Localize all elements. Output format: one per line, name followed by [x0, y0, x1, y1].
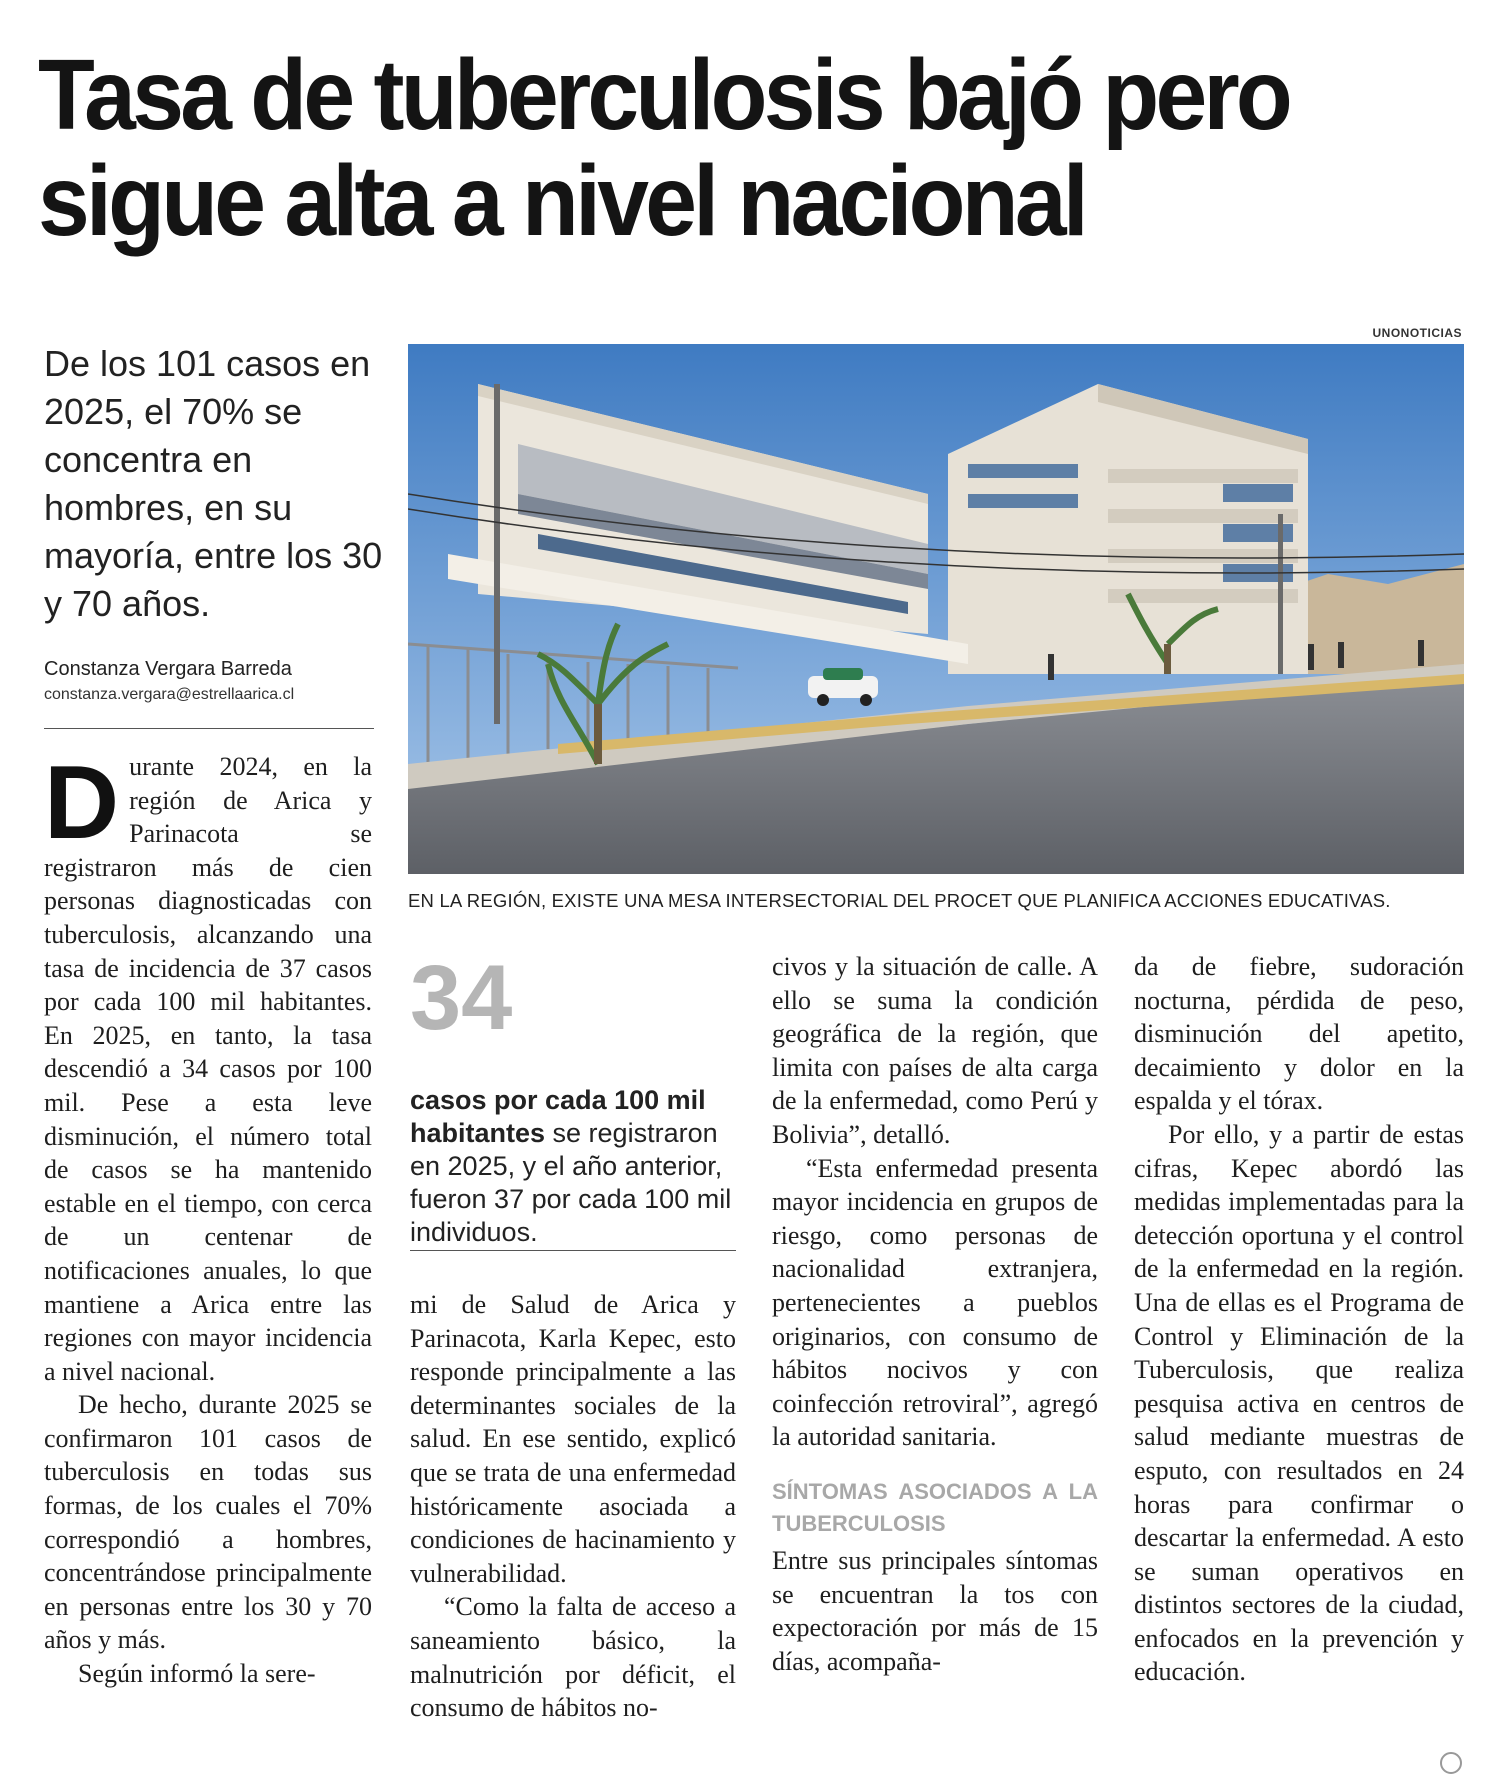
highlight-number: 34 [410, 947, 513, 1049]
headline: Tasa de tuberculosis bajó pero sigue alta a nivel nacional [38, 39, 1290, 257]
paragraph-5: “Esta enfermedad presenta mayor incidencia en grupos de riesgo, como personas de nacionalidad extranjera, pertenecientes a pueblos originarios, con consumo de hábitos nocivos y con coinfección retroviral”, agregó la autoridad sanitaria. [772, 1153, 1098, 1452]
paragraph-1 [44, 745, 372, 1388]
column-2 [410, 1288, 736, 1725]
highlight-divider [410, 1250, 736, 1251]
photo-credit: UNONOTICIAS [1372, 326, 1462, 340]
highlight-bold: casos por cada 100 mil habitantes [410, 1085, 706, 1148]
column-3 [772, 950, 1098, 1678]
dropcap: D [44, 745, 120, 861]
photo-caption: EN LA REGIÓN, EXISTE UNA MESA INTERSECTORIAL DEL PROCET QUE PLANIFICA ACCIONES EDUCATIVAS. [408, 890, 1391, 911]
paragraph-4-cont: civos y la situación de calle. A ello se suma la condición geográfica de la región, que limita con países de alta carga de la enfermedad, como Perú y Bolivia”, detalló. [772, 952, 1098, 1149]
paragraph-6-start: Entre sus principales síntomas se encuentran la tos con expectoración por más de 15 días, acompaña- [772, 1545, 1098, 1676]
author-email: constanza.vergara@estrellaarica.cl [44, 686, 295, 703]
paragraph-7: Por ello, y a partir de estas cifras, Kepec abordó las medidas implementadas para la detección oportuna y el control de la enfermedad en la región. Una de ellas es el Programa de Control y Eliminación de la Tuberculosis, que realiza pesquisa activa en centros de salud mediante muestras de esputo, con resultados en 24 horas para confirmar o descartar la enfermedad. A esto se suman operativos en distintos sectores de la ciudad, enfocados en la prevención y educación. [1134, 1119, 1464, 1687]
author-divider [44, 728, 374, 729]
paragraph-2: De hecho, durante 2025 se confirmaron 101 casos de tuberculosis en todas sus formas, de los cuales el 70% correspondió a hombres, concentrándose principalmente en personas entre los 30 y 70 años y más. [44, 1390, 372, 1655]
author-name: Constanza Vergara Barreda [44, 658, 292, 680]
column-4 [1134, 950, 1464, 1689]
paragraph-1-text: urante 2024, en la región de Arica y Parinacota se registraron más de cien personas diagnosticadas con tuberculosis, alcanzando una tasa de incidencia de 37 casos por cada 100 mil habitantes. En 2025, en tanto, la tasa descendió a 34 casos por 100 mil. Pese a esta leve disminución, el número total de casos se ha mantenido estable en el tiempo, con cerca de un centenar de notificaciones anuales, lo que mantiene a Arica entre las regiones con mayor incidencia a nivel nacional. [44, 752, 372, 1386]
end-of-article-icon [1440, 1752, 1462, 1774]
subhead: SÍNTOMAS ASOCIADOS A LA TUBERCULOSIS [772, 1478, 1098, 1536]
paragraph-3-cont: mi de Salud de Arica y Parinacota, Karla Kepec, esto responde principalmente a las determinantes sociales de la salud. En ese sentido, explicó que se trata de una enfermedad históricamente asociada a condiciones de hacinamiento y vulnerabilidad. [410, 1290, 736, 1588]
highlight-text [410, 1084, 736, 1249]
paragraph-3-start: Según informó la sere- [78, 1659, 316, 1689]
column-1 [44, 745, 372, 1691]
paragraph-6-cont: da de fiebre, sudoración nocturna, pérdida de peso, disminución del apetito, decaimiento y dolor en la espalda y el tórax. [1134, 952, 1464, 1116]
paragraph-4-start: “Como la falta de acceso a saneamiento básico, la malnutrición por déficit, el consumo de hábitos no- [410, 1592, 736, 1723]
hospital-photo [408, 344, 1464, 874]
summary: De los 101 casos en 2025, el 70% se concentra en hombres, en su mayoría, entre los 30 y 70 años. [44, 343, 383, 624]
highlight-rest: se registraron en 2025, y el año anterior, fueron 37 por cada 100 mil individuos. [410, 1118, 732, 1247]
